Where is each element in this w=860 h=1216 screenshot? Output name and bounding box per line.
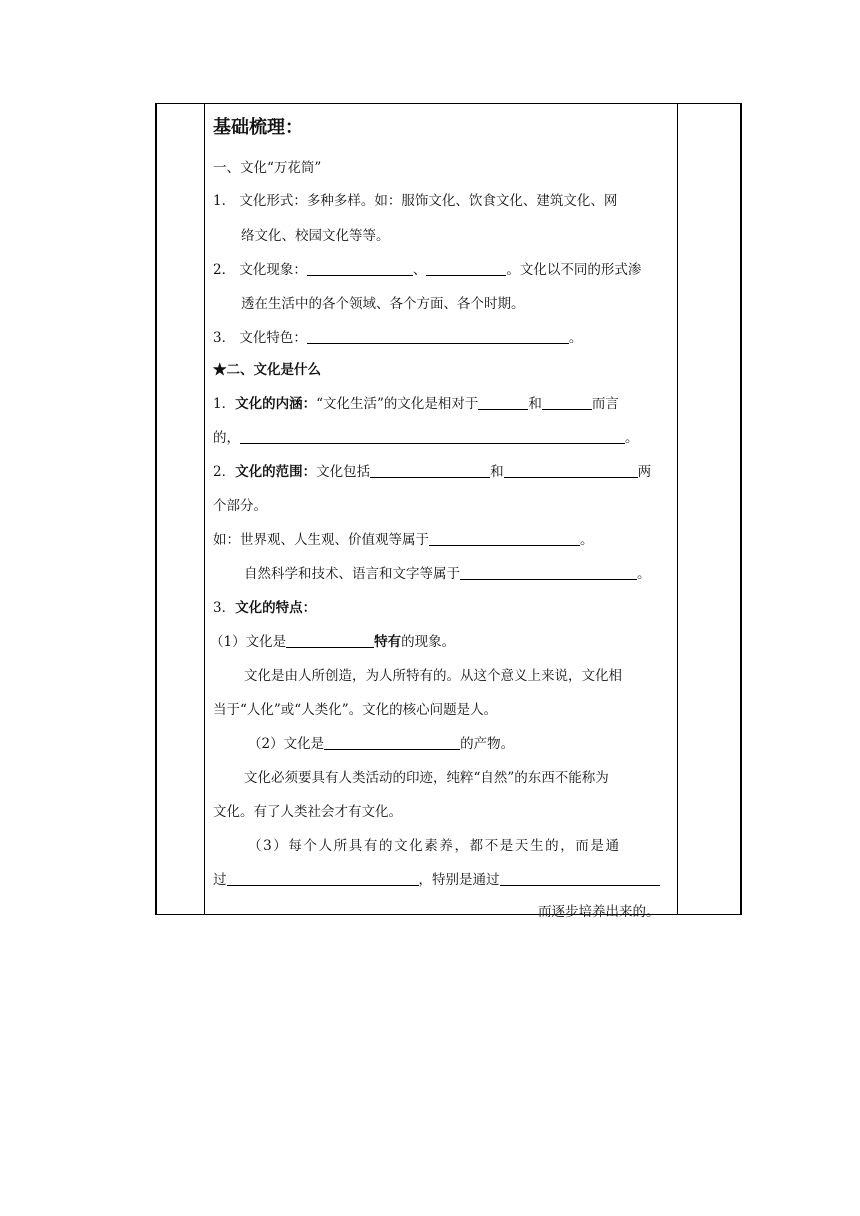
feature-2-desc-1: 文化必须要具有人类活动的印迹，纯粹“自然”的东西不能称为 <box>244 770 609 786</box>
s1-item-1-line-1: 1． 文化形式：多种多样。如：服饰文化、饮食文化、建筑文化、网 <box>213 193 618 209</box>
fill-blank[interactable] <box>542 395 592 410</box>
s2-item-1-num: 1． <box>213 396 236 412</box>
s2-item-3 <box>213 599 316 617</box>
feature-1-desc-1: 文化是由人所创造，为人所特有的。从这个意义上来说，文化相 <box>244 668 622 684</box>
section-1-title: 一、文化“万花筒” <box>213 160 322 176</box>
s2-item-1-text: “文化生活”的文化是相对于 <box>316 396 479 412</box>
s2-item-2-tail: 两 <box>637 464 652 480</box>
s2-example-2 <box>244 565 651 583</box>
fill-blank[interactable] <box>240 429 625 444</box>
s2-item-3-label: 文化的特点： <box>235 600 317 616</box>
fill-blank[interactable] <box>307 261 413 276</box>
feature-3-lead: 过 <box>213 872 227 888</box>
s2-item-1-line-1 <box>213 395 619 413</box>
feature-1 <box>210 633 455 651</box>
feature-3-line-2 <box>213 871 660 889</box>
feature-2-lead: （2）文化是 <box>248 736 325 752</box>
fill-blank[interactable] <box>500 871 660 886</box>
fill-blank[interactable] <box>324 735 460 750</box>
table-left-cell <box>155 103 204 915</box>
s1-item-3-tail: 。 <box>568 330 583 346</box>
feature-3-mid: ，特别是通过 <box>418 872 500 888</box>
s2-item-2-line-2: 个部分。 <box>213 498 267 514</box>
feature-3-line-1: （3）每个人所具有的文化素养，都不是天生的，而是通 <box>248 838 621 854</box>
fill-blank[interactable] <box>504 463 638 478</box>
table-right-cell <box>677 103 741 915</box>
s2-item-2-line-1 <box>213 463 651 481</box>
s2-item-1-and: 和 <box>528 396 542 412</box>
s1-item-2-tail: 。文化以不同的形式渗 <box>506 262 642 278</box>
s2-item-1-line-2-lead: 的， <box>213 430 240 446</box>
fill-blank[interactable] <box>426 261 506 276</box>
s1-item-3-label: 3． 文化特色： <box>213 330 307 346</box>
s2-item-2-text: 文化包括 <box>316 464 371 480</box>
fill-blank[interactable] <box>370 463 490 478</box>
s1-item-2-line-2: 透在生活中的各个领域、各个方面、各个时期。 <box>241 296 525 312</box>
s2-example-1 <box>213 531 594 549</box>
fill-blank[interactable] <box>460 565 637 580</box>
section-2-title: ★二、文化是什么 <box>213 362 321 378</box>
s2-example-1-tail: 。 <box>580 532 594 548</box>
s2-example-2-tail: 。 <box>637 566 651 582</box>
s2-item-3-num: 3． <box>213 600 236 616</box>
feature-1-tail: 的现象。 <box>401 634 456 650</box>
separator: 、 <box>412 262 427 278</box>
s2-item-1-line-2 <box>213 429 639 447</box>
s2-example-1-text: 如：世界观、人生观、价值观等属于 <box>213 532 429 548</box>
fill-blank[interactable] <box>227 871 419 886</box>
fill-blank[interactable] <box>307 329 569 344</box>
s1-item-1-line-2: 络文化、校园文化等等。 <box>241 228 390 244</box>
feature-2-desc-2: 文化。有了人类社会才有文化。 <box>213 804 402 820</box>
s2-item-2-label: 文化的范围： <box>235 464 317 480</box>
s2-item-1-label: 文化的内涵： <box>235 396 317 412</box>
s2-item-2-and: 和 <box>490 464 504 480</box>
content-cell <box>204 103 677 920</box>
s2-example-2-text: 自然科学和技术、语言和文字等属于 <box>244 566 460 582</box>
feature-1-emphasis: 特有 <box>374 634 402 650</box>
fill-blank[interactable] <box>286 633 374 648</box>
feature-1-desc-2: 当于“人化”或“人类化”。文化的核心问题是人。 <box>213 702 498 718</box>
s2-item-2-num: 2． <box>213 464 236 480</box>
feature-2 <box>248 735 514 753</box>
feature-2-tail: 的产物。 <box>460 736 515 752</box>
s2-item-1-tail: 而言 <box>591 396 619 412</box>
fill-blank[interactable] <box>429 531 580 546</box>
fill-blank[interactable] <box>478 395 528 410</box>
s1-item-2-line-1 <box>213 261 641 279</box>
feature-3-line-3: 而逐步培养出来的。 <box>538 904 660 920</box>
s2-item-1-line-2-tail: 。 <box>625 430 639 446</box>
section-heading: 基础梳理： <box>213 117 303 138</box>
s1-item-3 <box>213 329 582 347</box>
feature-1-lead: （1）文化是 <box>210 634 287 650</box>
s1-item-2-label: 2． 文化现象： <box>213 262 307 278</box>
